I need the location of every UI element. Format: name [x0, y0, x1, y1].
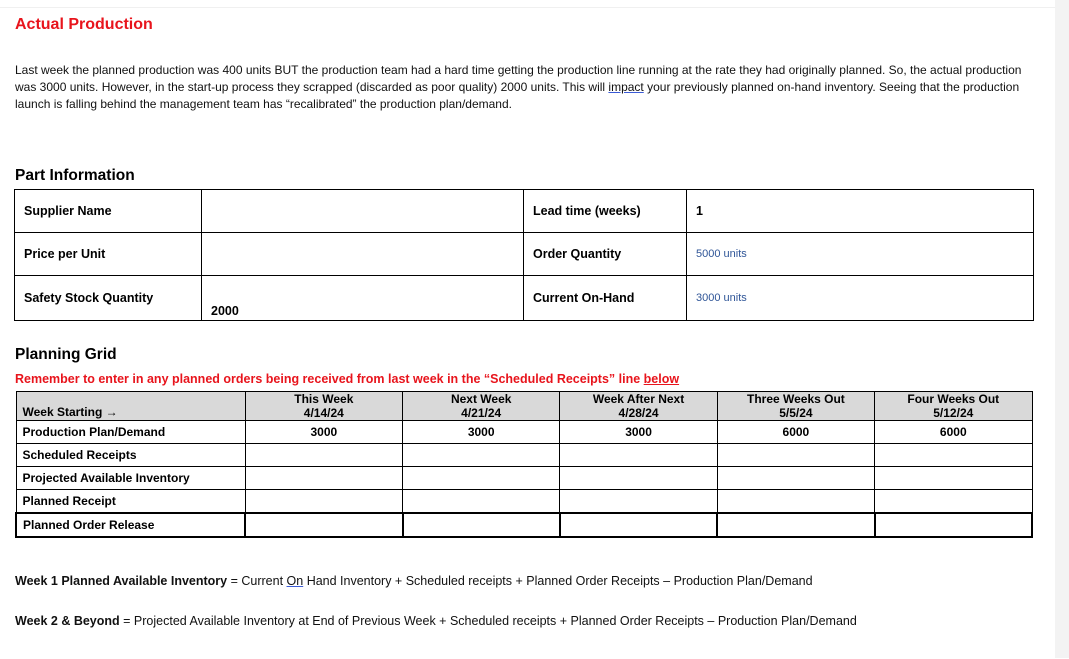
grid-cell[interactable] — [875, 490, 1032, 514]
grid-cell[interactable] — [245, 513, 402, 537]
column-name: Three Weeks Out — [746, 392, 845, 406]
grid-cell[interactable] — [403, 490, 560, 514]
current-on-hand-label: Current On-Hand — [524, 276, 687, 321]
column-date: 4/28/24 — [618, 406, 659, 420]
formula-week-2 — [15, 614, 857, 628]
column-date: 5/5/24 — [779, 406, 813, 420]
grid-cell[interactable]: 6000 — [717, 421, 874, 444]
grid-column-header — [560, 392, 717, 421]
grid-cell[interactable] — [245, 490, 402, 514]
week-starting-label: Week Starting → — [16, 392, 245, 421]
grid-column-header — [717, 392, 874, 421]
grid-cell[interactable]: 3000 — [560, 421, 717, 444]
formula-week-1-text-a: = Current — [227, 574, 287, 588]
column-date: 4/21/24 — [461, 406, 502, 420]
column-date: 4/14/24 — [303, 406, 344, 420]
grid-cell[interactable] — [560, 444, 717, 467]
part-info-table — [14, 189, 1034, 321]
grid-column-header — [245, 392, 402, 421]
part-row — [15, 190, 1034, 233]
grid-cell[interactable]: 6000 — [875, 421, 1032, 444]
current-on-hand-value[interactable]: 3000 units — [687, 276, 1034, 321]
intro-underlined-word: impact — [608, 80, 644, 94]
grid-cell[interactable] — [403, 467, 560, 490]
reminder-main: Remember to enter in any planned orders being received from last week in the “Scheduled Receipts” line — [15, 372, 644, 386]
row-label: Production Plan/Demand — [16, 421, 245, 444]
grid-cell[interactable] — [717, 513, 874, 537]
lead-time-label: Lead time (weeks) — [524, 190, 687, 233]
formula-week-1-underlined: On — [286, 574, 304, 588]
column-date: 5/12/24 — [933, 406, 974, 420]
planning-grid-heading: Planning Grid — [15, 346, 117, 363]
formula-week-1-label: Week 1 Planned Available Inventory — [15, 574, 228, 588]
part-row — [15, 233, 1034, 276]
reminder-text — [15, 372, 679, 386]
row-label: Projected Available Inventory — [16, 467, 245, 490]
planning-grid-table — [15, 391, 1033, 538]
grid-cell[interactable] — [875, 467, 1032, 490]
supplier-name-label: Supplier Name — [15, 190, 202, 233]
price-per-unit-cell[interactable] — [202, 233, 524, 276]
intro-paragraph — [15, 62, 1025, 113]
grid-row-scheduled-receipts — [16, 444, 1032, 467]
window-margin — [1055, 0, 1069, 658]
part-info-heading: Part Information — [15, 167, 135, 184]
grid-cell[interactable] — [717, 444, 874, 467]
intro-text-2: your previously planned on-hand inventory. Seeing that the production launch is falling behind the management team has “recalibrated” the production plan/demand. — [15, 80, 1020, 111]
grid-cell[interactable] — [245, 444, 402, 467]
safety-stock-value[interactable]: 2000 — [202, 276, 524, 321]
reminder-link[interactable]: below — [643, 372, 680, 386]
price-per-unit-label: Price per Unit — [15, 233, 202, 276]
grid-cell[interactable] — [717, 490, 874, 514]
grid-cell[interactable] — [245, 467, 402, 490]
grid-cell[interactable] — [560, 467, 717, 490]
safety-stock-label: Safety Stock Quantity — [15, 276, 202, 321]
intro-text-1: Last week the planned production was 400 units BUT the production team had a hard time getting the production line running at the rate they had originally planned. So, the actual production was 3000 units. However, in the start-up process they scrapped (discarded as poor quality) 2000 units. This will — [15, 63, 1022, 94]
grid-row-planned-order-release — [16, 513, 1032, 537]
formula-week-2-label: Week 2 & Beyond — [15, 614, 120, 628]
formula-week-1-text-b: Hand Inventory + Scheduled receipts + Planned Order Receipts – Production Plan/Demand — [303, 574, 813, 588]
order-quantity-value[interactable]: 5000 units — [687, 233, 1034, 276]
grid-row-projected-inventory — [16, 467, 1032, 490]
part-row — [15, 276, 1034, 321]
document-page — [0, 7, 1055, 659]
grid-cell[interactable] — [875, 444, 1032, 467]
column-name: This Week — [294, 392, 354, 406]
grid-cell[interactable] — [403, 444, 560, 467]
grid-cell[interactable] — [560, 490, 717, 514]
column-name: Four Weeks Out — [907, 392, 1000, 406]
grid-header-row — [16, 392, 1032, 421]
column-name: Next Week — [450, 392, 512, 406]
grid-row-planned-receipt — [16, 490, 1032, 514]
grid-cell[interactable]: 3000 — [245, 421, 402, 444]
grid-cell[interactable]: 3000 — [403, 421, 560, 444]
grid-cell[interactable] — [560, 513, 717, 537]
grid-column-header — [403, 392, 560, 421]
row-label: Scheduled Receipts — [16, 444, 245, 467]
lead-time-value[interactable]: 1 — [687, 190, 1034, 233]
grid-cell[interactable] — [717, 467, 874, 490]
formula-week-2-text: = Projected Available Inventory at End of Previous Week + Scheduled receipts + Planned Order Receipts – Production Plan/Demand — [119, 614, 857, 628]
formula-week-1 — [15, 574, 813, 588]
grid-column-header — [875, 392, 1032, 421]
grid-cell[interactable] — [875, 513, 1032, 537]
grid-cell[interactable] — [403, 513, 560, 537]
row-label: Planned Order Release — [16, 513, 245, 537]
column-name: Week After Next — [592, 392, 685, 406]
supplier-name-cell[interactable] — [202, 190, 524, 233]
order-quantity-label: Order Quantity — [524, 233, 687, 276]
page-title: Actual Production — [15, 16, 153, 33]
row-label: Planned Receipt — [16, 490, 245, 514]
grid-row-production-plan — [16, 421, 1032, 444]
